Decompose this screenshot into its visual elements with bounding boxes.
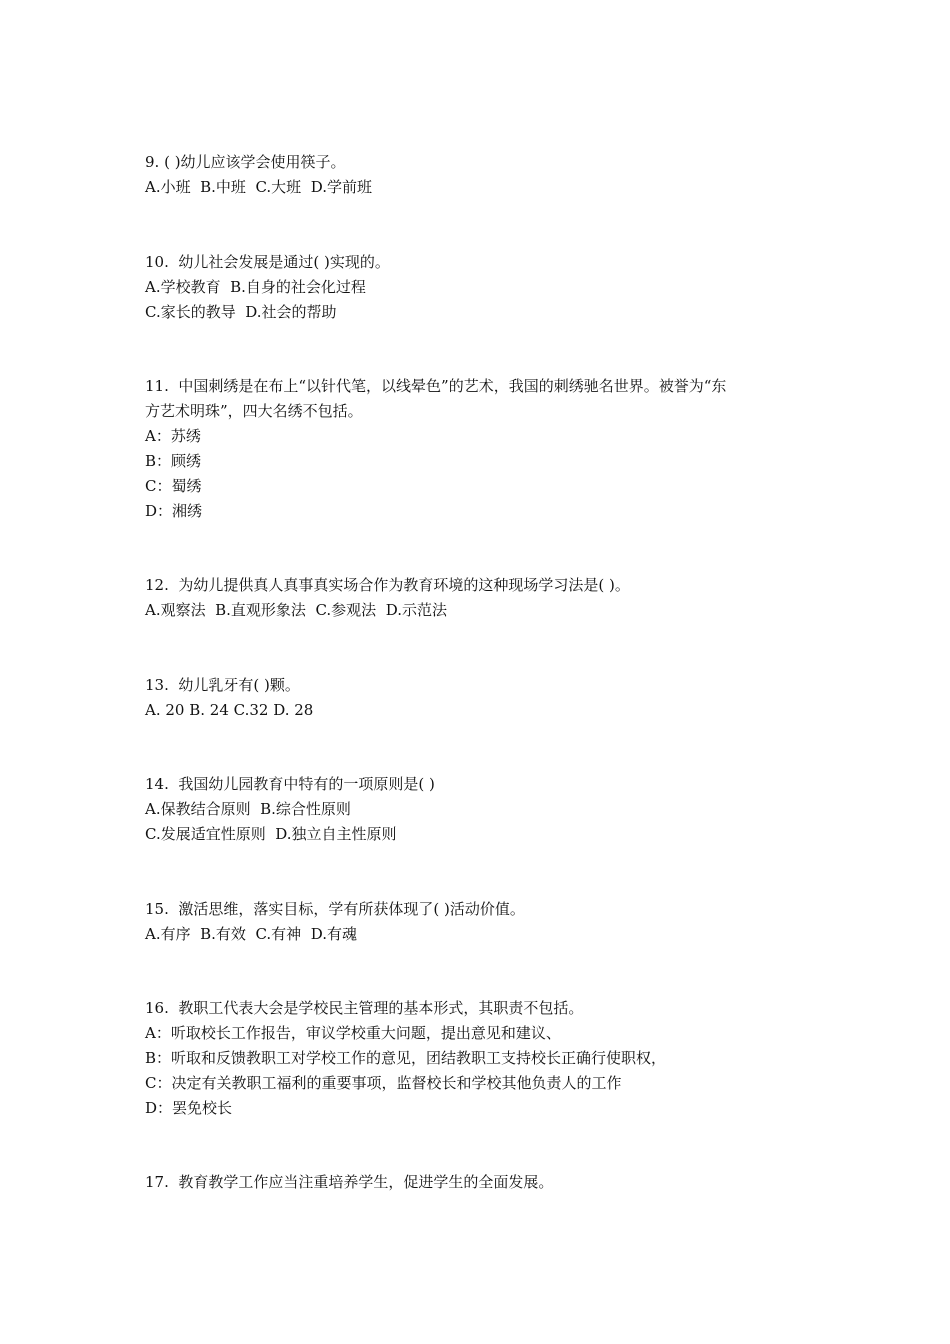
question-options: A.学校教育 B.自身的社会化过程 xyxy=(145,278,366,296)
question-13 xyxy=(145,673,825,723)
question-14 xyxy=(145,772,825,847)
question-11 xyxy=(145,374,825,524)
question-option: D：罢免校长 xyxy=(145,1099,233,1117)
question-options: C.发展适宜性原则 D.独立自主性原则 xyxy=(145,825,397,843)
question-options: A.观察法 B.直观形象法 C.参观法 D.示范法 xyxy=(145,601,447,619)
question-option: C：蜀绣 xyxy=(145,477,202,495)
question-15 xyxy=(145,897,825,947)
question-16 xyxy=(145,996,825,1121)
question-17 xyxy=(145,1170,825,1195)
question-stem: 12. 为幼儿提供真人真事真实场合作为教育环境的这种现场学习法是( )。 xyxy=(145,576,630,594)
question-options: A. 20 B. 24 C.32 D. 28 xyxy=(145,701,314,719)
question-stem: 17. 教育教学工作应当注重培养学生，促进学生的全面发展。 xyxy=(145,1173,554,1191)
question-stem: 9. ( )幼儿应该学会使用筷子。 xyxy=(145,153,346,171)
question-options: A.保教结合原则 B.综合性原则 xyxy=(145,800,351,818)
question-stem: 10. 幼儿社会发展是通过( )实现的。 xyxy=(145,253,390,271)
question-stem: 13. 幼儿乳牙有( )颗。 xyxy=(145,676,300,694)
question-stem: 方艺术明珠”，四大名绣不包括。 xyxy=(145,402,363,420)
question-option: B：顾绣 xyxy=(145,452,202,470)
question-stem: 16. 教职工代表大会是学校民主管理的基本形式，其职责不包括。 xyxy=(145,999,584,1017)
question-10 xyxy=(145,250,825,325)
question-option: D：湘绣 xyxy=(145,502,203,520)
question-stem: 14. 我国幼儿园教育中特有的一项原则是( ) xyxy=(145,775,435,793)
question-stem: 15. 激活思维，落实目标，学有所获体现了( )活动价值。 xyxy=(145,900,525,918)
question-option: C：决定有关教职工福利的重要事项，监督校长和学校其他负责人的工作 xyxy=(145,1074,622,1092)
question-options: A.有序 B.有效 C.有神 D.有魂 xyxy=(145,925,357,943)
question-option: A：听取校长工作报告，审议学校重大问题，提出意见和建议、 xyxy=(145,1024,561,1042)
question-stem: 11. 中国刺绣是在布上“以针代笔，以线晕色”的艺术，我国的刺绣驰名世界。被誉为“东 xyxy=(145,377,727,395)
question-option: B：听取和反馈教职工对学校工作的意见，团结教职工支持校长正确行使职权， xyxy=(145,1049,667,1067)
question-options: C.家长的教导 D.社会的帮助 xyxy=(145,303,337,321)
question-9 xyxy=(145,150,825,200)
question-option: A：苏绣 xyxy=(145,427,201,445)
question-12 xyxy=(145,573,825,623)
question-options: A.小班 B.中班 C.大班 D.学前班 xyxy=(145,178,372,196)
